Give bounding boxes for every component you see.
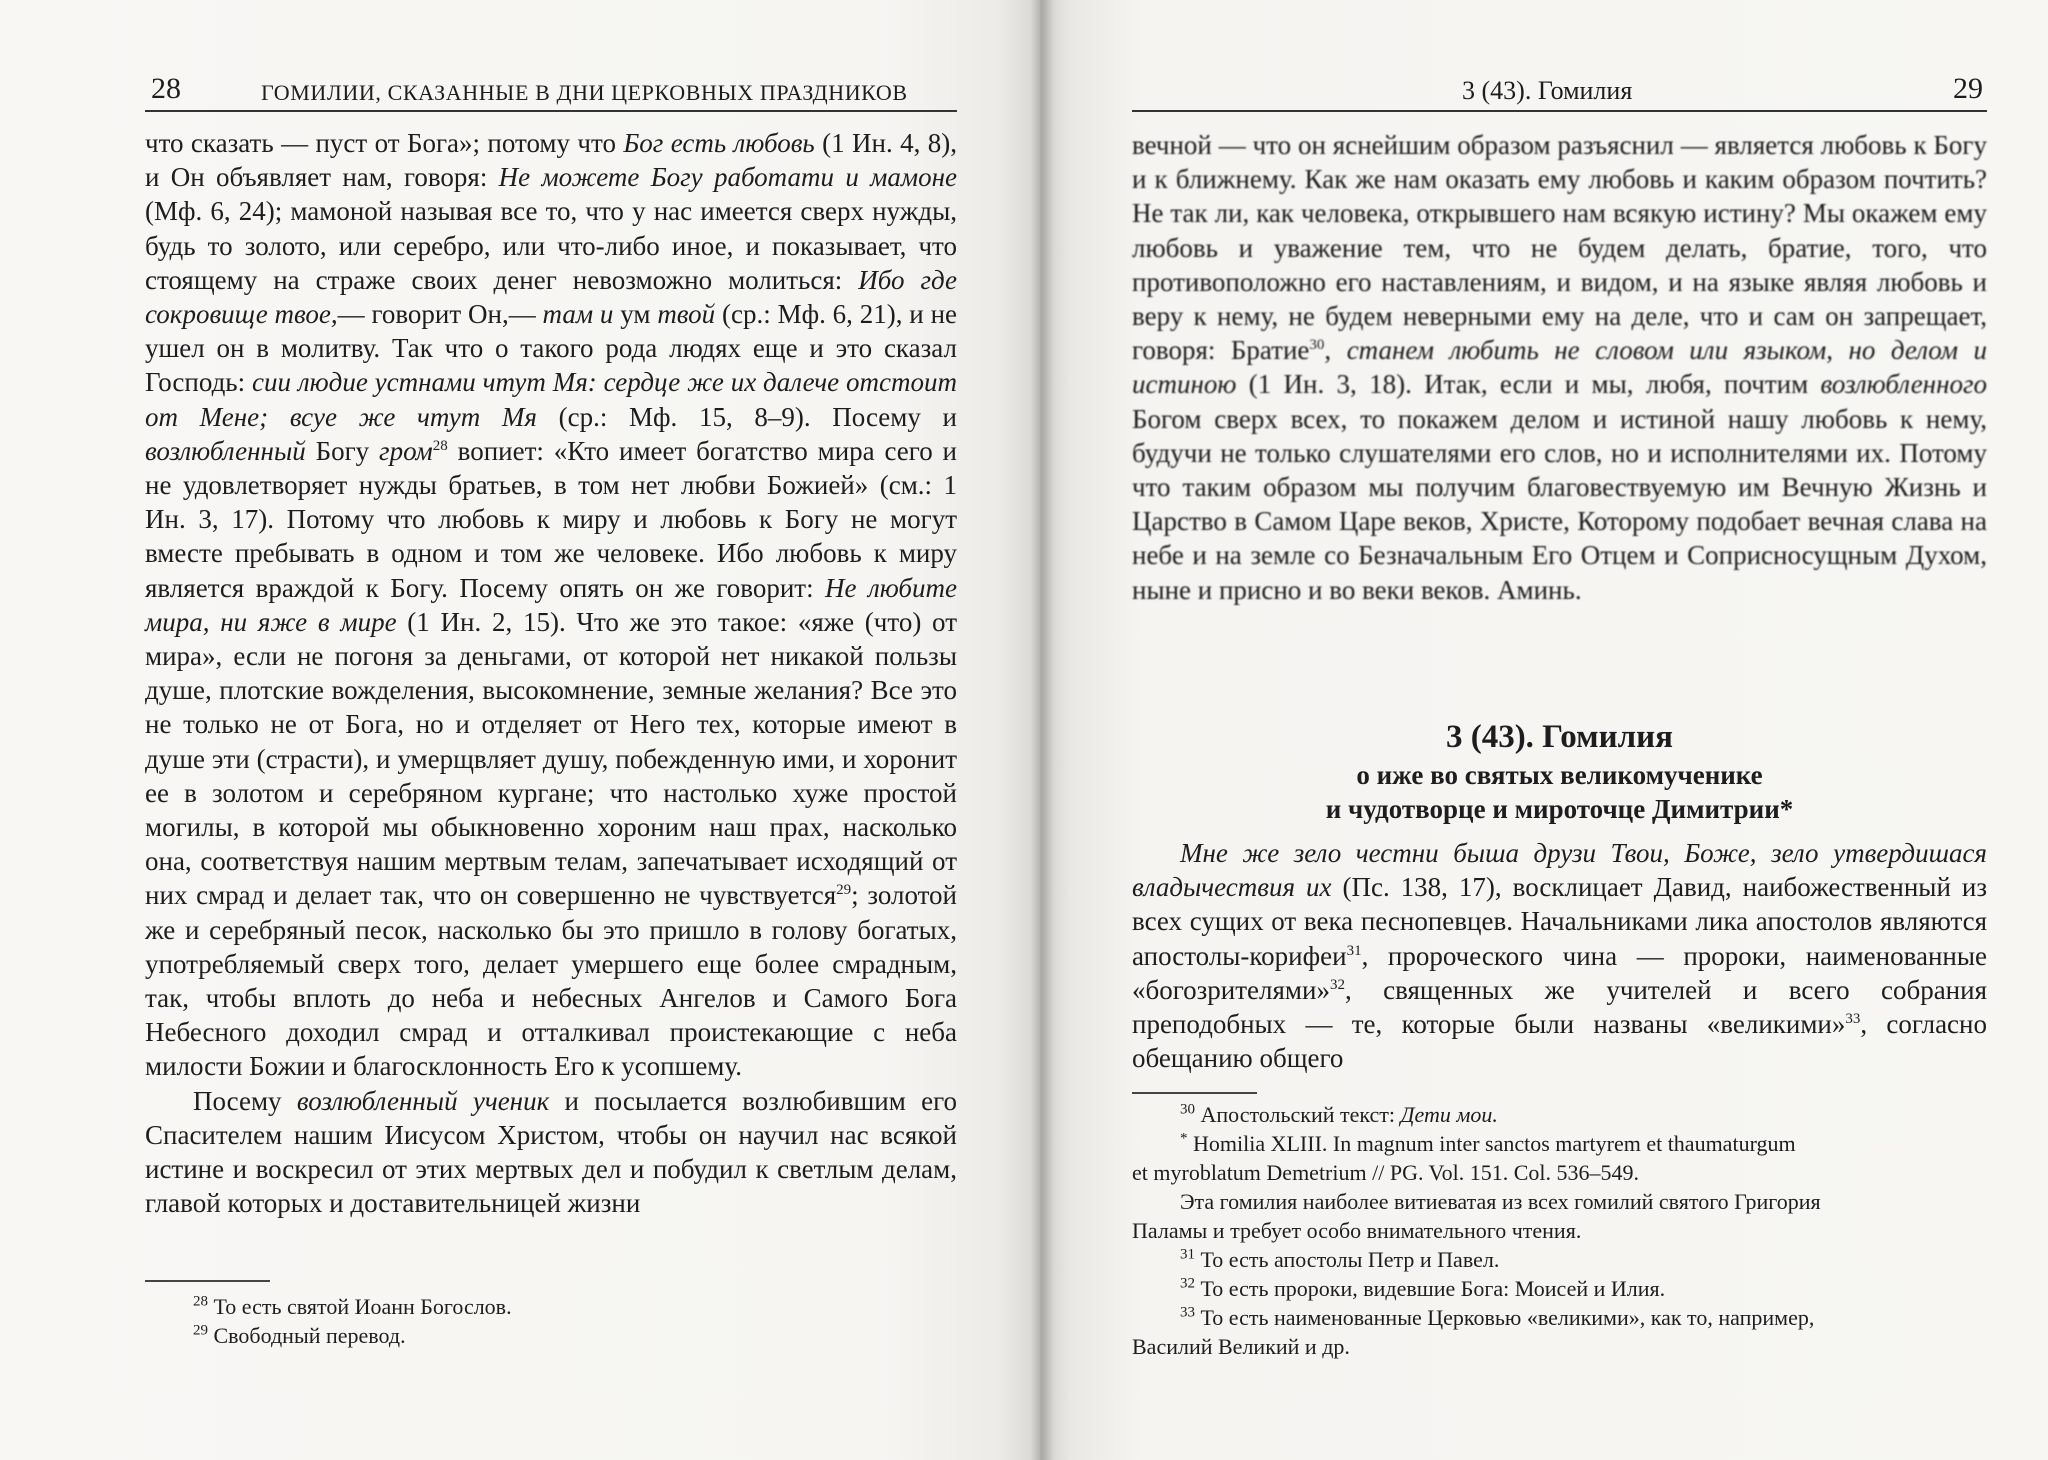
homily-heading: [1132, 716, 1987, 826]
italic-text: Мне же зело честни быша друзи Твои, Боже, зело утвердишася владычествия их: [1132, 838, 1987, 903]
paragraph: [1132, 836, 1987, 1075]
footnote-number: 33: [1180, 1304, 1195, 1321]
italic-text: Бог есть любовь: [623, 128, 815, 158]
left-running-title: ГОМИЛИИ, СКАЗАННЫЕ В ДНИ ЦЕРКОВНЫХ ПРАЗДНИКОВ: [261, 80, 908, 105]
footnote-text: Свободный перевод.: [208, 1323, 406, 1348]
footnote-number: 28: [193, 1293, 208, 1310]
paragraph: [145, 126, 957, 1084]
text-run: (ср.: Мф. 15, 8–9). Посему и: [536, 401, 957, 432]
left-page-header: [145, 74, 957, 112]
text-run: Эта гомилия наиболее витиеватая из всех гомилий святого Григория: [1180, 1189, 1821, 1214]
right-page-header: [1132, 74, 1987, 112]
text-run: вопиет: «Кто имеет богатство мира сего и не удовлетворяет нужды братьев, в том нет любви Божией» (см.: 1 Ин. 3, 17). Потому что любовь к миру и любовь к Богу не могут вместе пребывать в одном и том же человеке. Ибо любовь к миру является враждой к Богу. Посему опять он же говорит:: [145, 435, 957, 603]
italic-text: возлюбленного: [1820, 369, 1987, 400]
text-run: Василий Великий и др.: [1132, 1334, 1350, 1359]
italic-text: возлюбленный: [145, 435, 306, 466]
right-running-title: 3 (43). Гомилия: [1462, 76, 1633, 105]
text-run: Богом сверх всех, то покажем делом и истиной нашу любовь к нему, будучи не только слушателями его слов, но и исполнителями их. Потому что таким образом мы получим благовествуемую им Вечную Жизнь и Царство в Самом Царе веков, Христе, Которому подобает вечная слава на небе и на земле со Безначальным Его Отцем и Соприсносущным Духом, ныне и присно и во веки веков. Аминь.: [1132, 403, 1987, 605]
footnote-ref: 28: [432, 437, 448, 454]
right-page-body-text: [1132, 128, 1987, 607]
footnote: [1132, 1100, 1987, 1129]
footnote-number: 32: [1180, 1275, 1195, 1292]
right-page-number: 29: [1953, 72, 1983, 105]
footnote-number: 31: [1180, 1246, 1195, 1263]
left-footnotes: [145, 1292, 957, 1350]
text-run: et myroblatum Demetrium // PG. Vol. 151. Col. 536–549.: [1132, 1160, 1640, 1185]
text-run: (Пс. 138, 17), восклицает Давид, наибожественный из всех сущих от века песнопевцев. Начальниками лика апостолов являются апостолы-корифеи: [1132, 872, 1987, 971]
footnote: [145, 1321, 957, 1350]
text-run: Апостольский текст:: [1195, 1102, 1401, 1127]
text-run: Посему: [193, 1085, 297, 1116]
text-run: , священных же учителей и всего собрания преподобных — те, которые были названы «великими»: [1132, 974, 1987, 1040]
text-run: ; золотой же и серебряный песок, насколько бы это пришло в голову богатых, употребляемый сверх того, делает умершего еще более смрадным, так, чтобы вплоть до неба и небесных Ангелов и Самого Бога Небесного доходил смрад и отталкивал проистекающие с неба милости Божии и благосклонность Его к усопшему.: [145, 880, 957, 1082]
footnote-number: 30: [1180, 1101, 1195, 1118]
text-run: , пророческого чина — пророки, наименованные «богозрителями»: [1132, 940, 1987, 1005]
italic-text: Дети мои.: [1400, 1102, 1498, 1127]
italic-text: Ибо где сокровище твое,: [145, 264, 958, 330]
footnote: [1132, 1245, 1987, 1274]
text-run: То есть наименованные Церковью «великими», как то, например,: [1195, 1305, 1815, 1330]
italic-text: станем любить не словом или языком, но делом и истиною: [1132, 335, 1988, 400]
footnote-ref: 29: [836, 882, 852, 899]
text-run: Паламы и требует особо внимательного чтения.: [1132, 1218, 1582, 1243]
text-run: что сказать — пуст от Бога»; потому что: [145, 128, 624, 158]
italic-text: Не можете Богу работати и мамоне: [498, 162, 957, 193]
text-run: , согласно обещанию общего: [1132, 1009, 1987, 1074]
italic-text: твой: [657, 299, 716, 330]
text-run: (1 Ин. 2, 15). Что же это такое: «яже (что) от мира», если не погоня за деньгами, от которой нет никакой пользы душе, плотские вожделения, высокомнение, земные желания? Все это не только не от Бога, но и отделяет от Него тех, которые имеют в душе эти (страсти), и умерщвляет душу, побежденную ими, и хоронит ее в золотом и серебряном кургане; что настолько хуже простой могилы, в которой мы обыкновенно хороним наш прах, насколько она, соответствуя нашим мертвым телам, запечатывает исходящий от них смрад и делает так, что он совершенно не чувствуется: [145, 606, 957, 911]
left-page-body-text: [145, 126, 957, 1221]
footnote-ref: 33: [1845, 1011, 1861, 1028]
text-run: вечной — что он яснейшим образом разъяснил — является любовь к Богу и к ближнему. Как же нам оказать ему любовь и каким образом почтить? Не так ли, как человека, открывшего нам всякую истину? Мы окажем ему любовь и уважение тем, что не будем делать, братие, того, что противоположно его наставлениям, и видом, и на языке являя любовь и веру к нему, не будем неверными ему на деле, что и сам он запрещает, говоря: Братие: [1132, 130, 1987, 366]
paragraph: [1132, 128, 1987, 607]
text-run: (1 Ин. 4, 8), и Он объявляет нам, говоря:: [145, 128, 958, 193]
right-page: [1040, 0, 2048, 1460]
italic-text: Не любите мира, ни яже в мире: [145, 572, 957, 637]
italic-text: гром: [379, 435, 433, 466]
footnote: [1132, 1187, 1987, 1216]
homily-subtitle-line-1: о иже во святых великомученике: [1356, 760, 1763, 790]
footnote: [145, 1292, 957, 1321]
italic-text: сии людие устнами чтут Мя: сердце же их далече отстоит от Мене; всуе же чтут Мя: [145, 367, 957, 432]
text-run: Homilia XLIII. In magnum inter sanctos martyrem et thaumaturgum: [1187, 1131, 1796, 1156]
text-run: То есть апостолы Петр и Павел.: [1195, 1247, 1500, 1272]
footnote-ref: 31: [1346, 942, 1362, 959]
footnote-number: 29: [193, 1322, 208, 1339]
italic-text: там и: [542, 299, 614, 330]
footnote-ref: 30: [1309, 337, 1325, 354]
text-run: — говорит Он,—: [337, 299, 543, 330]
text-run: (ср.: Мф. 6, 21), и не ушел он в молитву. Так что о такого рода людях еще и это сказал Господь:: [145, 299, 958, 398]
text-run: и посылается возлюбившим его Спасителем нашим Иисусом Христом, чтобы он научил нас всякой истине и воскресил от этих мертвых дел и побудил к светлым делам, главой которых и доставительницей жизни: [145, 1085, 957, 1219]
footnote: [1132, 1216, 1987, 1245]
text-run: То есть пророки, видевшие Бога: Моисей и Илия.: [1195, 1276, 1666, 1301]
footnote: [1132, 1332, 1987, 1361]
paragraph: [145, 1084, 957, 1221]
text-run: ум: [613, 299, 658, 330]
text-run: (1 Ин. 3, 18). Итак, если и мы, любя, почтим: [1236, 369, 1821, 400]
footnote: [1132, 1158, 1987, 1187]
book-gutter-shadow: [1030, 0, 1054, 1460]
left-footnote-rule: [145, 1280, 270, 1282]
right-footnote-rule: [1132, 1092, 1257, 1094]
text-run: Богу: [305, 435, 380, 466]
homily-title: 3 (43). Гомилия: [1445, 719, 1674, 755]
footnote: [1132, 1274, 1987, 1303]
left-page-number: 28: [151, 72, 181, 105]
footnote-text: То есть святой Иоанн Богослов.: [208, 1294, 512, 1319]
italic-text: возлюбленный ученик: [296, 1085, 550, 1116]
text-run: (Мф. 6, 24); мамоной называя все то, что у нас имеется сверх нужды, будь то золото, или серебро, или что-либо иное, и показывает, что стоящему на страже своих денег невозможно молиться:: [145, 196, 957, 295]
footnote-number: *: [1180, 1130, 1188, 1147]
right-page-body-text-2: [1132, 836, 1987, 1075]
footnote: [1132, 1129, 1987, 1158]
footnote: [1132, 1303, 1987, 1332]
text-run: ,: [1324, 335, 1347, 366]
right-footnotes: [1132, 1100, 1987, 1361]
homily-subtitle-line-2: и чудотворце и мироточце Димитрии*: [1325, 794, 1794, 824]
footnote-ref: 32: [1329, 976, 1345, 993]
